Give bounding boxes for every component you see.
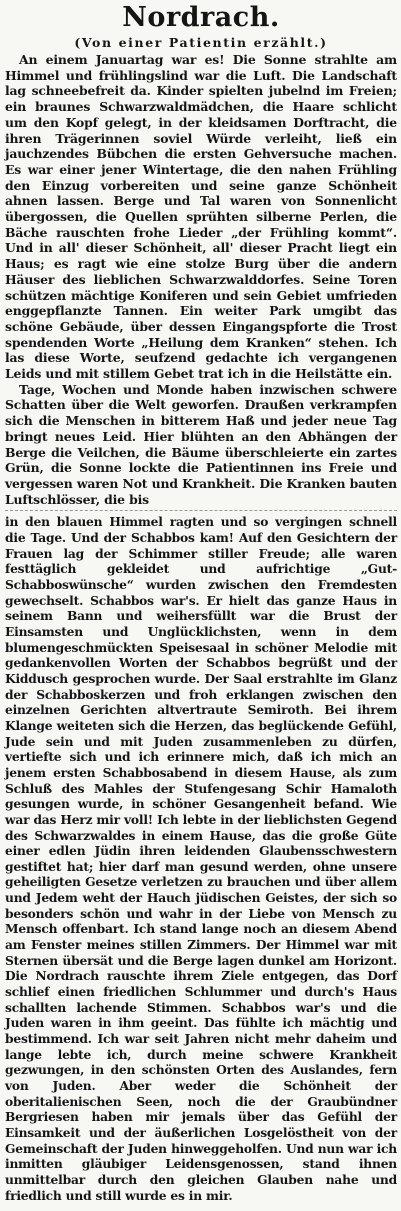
paragraph-1: An einem Januartag war es! Die Sonne strahlte am Himmel und frühlingslind war die Luft. Die Landschaft lag schneebefreit da. Kinder spielten jubelnd im Freien; ein braunes Schwarzwaldmädchen, die Haare schlicht um den Kopf gelegt, in der kleidsamen Dorftracht, die ihren Trägerinnen soviel Würde verleiht, ließ ein jauchzendes Bübchen die ersten Gehversuche machen. Es war einer jener Wintertage, die den nahen Frühling den Einzug vorbereiten und seine ganze Schönheit ahnen lassen. Berge und Tal waren von Sonnenlicht übergossen, die Quellen sprühten silberne Perlen, die Bäche rauschten frohe Lieder „der Frühling kommt“. Und in all' dieser Schönheit, all' dieser Pracht liegt ein Haus; es ragt wie eine stolze Burg über die andern Häuser des lieblichen Schwarzwalddorfes. Seine Toren schützen mächtige Koniferen und sein Gebiet umfrieden enggepflanzte Tannen. Ein weiter Park umgibt das schöne Gebäude, über dessen Eingangspforte die Trost spendenden Worte „Heilung dem Kranken“ stehen. Ich las diese Worte, seufzend gedachte ich vergangenen Leids und mit stillem Gebet trat ich in die Heilstätte ein. — [5, 52, 397, 382]
article-title: Nordrach. — [122, 2, 280, 33]
article-body-part-2 — [5, 514, 397, 1203]
article-subtitle: (Von einer Patientin erzählt.) — [74, 35, 328, 50]
column-break-divider — [5, 510, 397, 511]
article-body-part-1 — [5, 52, 397, 507]
paragraph-3: in den blauen Himmel ragten und so vergingen schnell die Tage. Und der Schabbos kam! Auf den Gesichtern der Frauen lag der Schimmer stiller Freude; alle waren festtäglich gekleidet und aufrichtige „Gut-Schabboswünsche“ wurden zwischen den Fremdesten gewechselt. Schabbos war's. Er hielt das ganze Haus in seinem Bann und weihersfüllt war die Brust der Einsamsten und Unglücklichsten, wenn in dem blumengeschmückten Speisesaal in schöner Melodie mit gedankenvollen Worten der Schabbos begrüßt und der Kiddusch gesprochen wurde. Der Saal erstrahlte im Glanz der Schabboskerzen und froh erklangen zwischen den einzelnen Gerichten altvertraute Semiroth. Bei ihrem Klange weiteten sich die Herzen, das beglückende Gefühl, Jude sein und mit Juden zusammenleben zu dürfen, vertiefte sich und ich erinnere mich, daß ich mich an jenem ersten Schabbosabend in diesem Hause, als zum Schluß des Mahles der Stufengesang Schir Hamaloth gesungen wurde, in schöner Gesangenheit befand. Wie war das Herz mir voll! Ich lebte in der lieblichsten Gegend des Schwarzwaldes in einem Hause, das die große Güte einer edlen Jüdin ihren leidenden Glaubensschwestern gestiftet hat; hier darf man gesund werden, ohne unsere geheiligten Gesetze verletzen zu brauchen und über allem und Jedem weht der Hauch jüdischen Geistes, der sich so besonders schön und wahr in der Liebe von Mensch zu Mensch offenbart. Ich stand lange noch an diesem Abend am Fenster meines stillen Zimmers. Der Himmel war mit Sternen übersät und die Berge lagen dunkel am Horizont. Die Nordrach rauschte ihrem Ziele entgegen, das Dorf schlief einen friedlichen Schlummer und durch's Haus schallten lachende Stimmen. Schabbos war's und die Juden waren in ihm geeint. Das fühlte ich mächtig und bestimmend. Ich war seit Jahren nicht mehr daheim und lange lebte ich, durch meine schwere Krankheit gezwungen, in den schönsten Orten des Auslandes, fern von Juden. Aber weder die Schönheit der oberitalienischen Seen, noch die der Graubündner Bergriesen haben mir jemals über das Gefühl der Einsamkeit und der äußerlichen Losgelöstheit von der Gemeinschaft der Juden hinweggeholfen. Und nun war ich inmitten gläubiger Leidensgenossen, stand ihnen unmittelbar durch den gleichen Glauben nahe und friedlich und still wurde es in mir. — [5, 514, 397, 1203]
paragraph-2: Tage, Wochen und Monde haben inzwischen schwere Schatten über die Welt geworfen. Draußen verkrampfen sich die Menschen in bitterem Haß und jeder neue Tag bringt neues Leid. Hier blühten an den Abhängen der Berge die Veilchen, die Bäume überschleierte ein zartes Grün, die Sonne lockte die Patientinnen ins Freie und vergessen waren Not und Krankheit. Die Kranken bauten Luftschlösser, die bis — [5, 381, 397, 507]
